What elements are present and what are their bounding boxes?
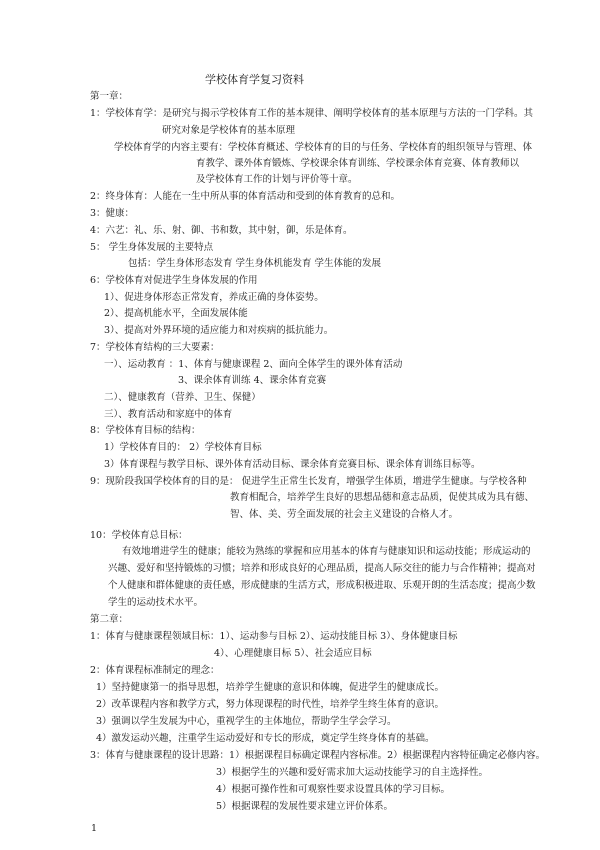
text-line: 4）、心理健康目标 5）、社会适应目标 — [214, 648, 372, 659]
text-line: 及学校体育工作的计划与评价等十章。 — [196, 174, 358, 185]
text-line: 2）、提高机能水平，全面发展体能 — [104, 308, 248, 319]
text-line: 5）根据课程的发展性要求建立评价体系。 — [216, 801, 394, 812]
text-line: 包括：学生身体形态发育 学生身体机能发育 学生体能的发展 — [128, 258, 382, 269]
text-line: 教育相配合，培养学生良好的思想品德和意志品质，促使其成为具有德、 — [230, 492, 535, 503]
text-line: 7：学校体育结构的三大要素： — [90, 342, 220, 353]
text-line: 1）、促进身体形态正常发育，养成正确的身体姿势。 — [104, 292, 324, 303]
text-line: 1：体育与健康课程领域目标：1）、运动参与目标 2）、运动技能目标 3）、身体健康目标 — [90, 631, 458, 642]
text-line: 学校体育学的内容主要有：学校体育概述、学校体育的目的与任务、学校体育的组织领导与管理、体 — [114, 142, 533, 153]
text-line: 有效地增进学生的健康；能较为熟练的掌握和应用基本的体育与健康知识和运动技能；形成运动的 — [122, 546, 531, 557]
text-line: 3、课余体育训练 4、课余体育竞赛 — [178, 375, 327, 386]
document-title: 学校体育学复习资料 — [205, 73, 304, 86]
text-line: 学生的运动技术水平。 — [108, 597, 204, 608]
page-number: 1 — [91, 823, 98, 834]
text-line: 4）根据可操作性和可观察性要求设置具体的学习目标。 — [216, 784, 451, 795]
text-line: 3）体育课程与教学目标、课外体育活动目标、课余体育竞赛目标、课余体育训练目标等。 — [104, 459, 481, 470]
text-line: 10：学校体育总目标： — [90, 530, 188, 541]
text-line: 6：学校体育对促进学生身体发展的作用 — [90, 275, 258, 286]
text-line: 2）改革课程内容和教学方式，努力体现课程的时代性，培养学生终生体育的意识。 — [96, 699, 445, 710]
text-line: 5： 学生身体发展的主要特点 — [90, 242, 214, 253]
text-line: 4）激发运动兴趣，注重学生运动爱好和专长的形成，奠定学生终身体育的基础。 — [96, 733, 435, 744]
text-line: 2：终身体育：人能在一生中所从事的体育活动和受到的体育教育的总和。 — [90, 191, 401, 202]
text-line: 2：体育课程标准制定的理念： — [90, 665, 220, 676]
chapter-2-heading: 第二章： — [90, 614, 129, 625]
text-line: 1）坚持健康第一的指导思想，培养学生健康的意识和体魄，促进学生的健康成长。 — [96, 682, 445, 693]
text-line: 3）、提高对外界环境的适应能力和对疾病的抵抗能力。 — [104, 325, 334, 336]
text-line: 智、体、美、劳全面发展的社会主义建设的合格人才。 — [230, 509, 459, 520]
text-line: 3）根据学生的兴趣和爱好需求加大运动技能学习的自主选择性。 — [216, 767, 489, 778]
text-line: 9：现阶段我国学校体育的目的是： 促进学生正常生长发育，增强学生体质，增进学生健康。与学校各种 — [90, 476, 527, 487]
text-line: 一）、运动教育 ：1、体育与健康课程 2、面向全体学生的课外体育活动 — [104, 359, 403, 370]
text-line: 兴趣、爱好和坚持锻炼的习惯；培养和形成良好的心理品质，提高人际交往的能力与合作精神；提高对 — [108, 563, 536, 574]
text-line: 3：健康： — [90, 208, 135, 219]
text-line: 3）强调以学生发展为中心，重视学生的主体地位，帮助学生学会学习。 — [96, 716, 397, 727]
text-line: 1：学校体育学：是研究与揭示学校体育工作的基本规律、阐明学校体育的基本原理与方法的一门学科。其 — [90, 108, 534, 119]
text-line: 育教学、课外体育锻炼、学校课余体育训练、学校课余体育竞赛、体育教师以 — [196, 158, 520, 169]
text-line: 3：体育与健康课程的设计思路：1）根据课程目标确定课程内容标准。2）根据课程内容特征确定必修内容。 — [90, 750, 546, 761]
text-line: 4：六艺：礼、乐、射、御、书和数，其中射，御，乐是体育。 — [90, 225, 353, 236]
text-line: 个人健康和群体健康的责任感，形成健康的生活方式，形成积极进取、乐观开朗的生活态度；提高少数 — [108, 580, 536, 591]
chapter-1-heading: 第一章： — [90, 91, 129, 102]
text-line: 三）、教育活动和家庭中的体育 — [104, 409, 233, 420]
text-line: 1）学校体育目的： 2）学校体育目标 — [104, 442, 262, 453]
text-line: 8：学校体育目标的结构： — [90, 425, 201, 436]
text-line: 研究对象是学校体育的基本原理 — [162, 125, 296, 136]
text-line: 二）、健康教育（营养、卫生、保健） — [104, 392, 261, 403]
